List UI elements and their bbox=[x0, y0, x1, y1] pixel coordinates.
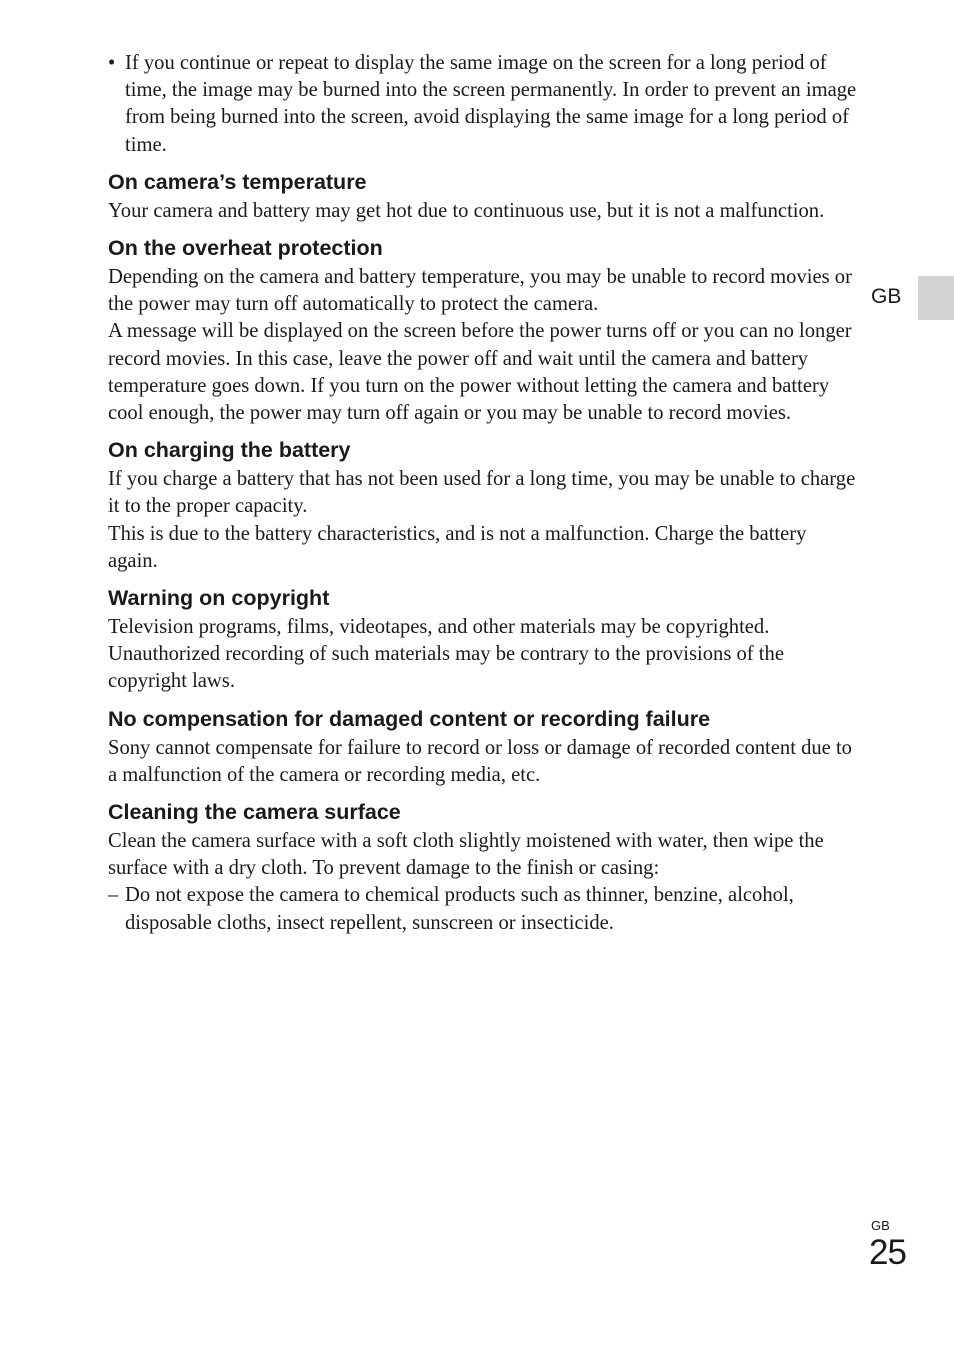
side-tab bbox=[918, 276, 954, 320]
footer-region-code: GB bbox=[871, 1218, 890, 1233]
heading-overheat: On the overheat protection bbox=[108, 236, 383, 261]
temperature-paragraph: Your camera and battery may get hot due to continuous use, but it is not a malfunction. bbox=[108, 199, 825, 222]
dash-mark: – bbox=[108, 884, 119, 907]
section-temperature bbox=[108, 169, 860, 225]
cleaning-paragraph: Clean the camera surface with a soft cloth slightly moistened with water, then wipe the surface with a dry cloth. To prevent damage to the finish or casing: bbox=[108, 830, 824, 880]
page-content bbox=[108, 50, 860, 937]
overheat-paragraph-2: A message will be displayed on the screen before the power turns off or you can no longer record movies. In this case, leave the power off and wait until the camera and battery temperature goes down. If you turn on the power without letting the camera and battery cool enough, the power may turn off again or you may be unable to record movies. bbox=[108, 320, 852, 425]
heading-copyright: Warning on copyright bbox=[108, 586, 330, 611]
copyright-paragraph: Television programs, films, videotapes, and other materials may be copyrighted. Unauthorized recording of such materials may be contrary to the provisions of the copyright laws. bbox=[108, 616, 784, 693]
section-cleaning bbox=[108, 799, 860, 937]
heading-charging: On charging the battery bbox=[108, 438, 351, 463]
heading-compensation: No compensation for damaged content or recording failure bbox=[108, 706, 711, 731]
bullet-mark: • bbox=[108, 52, 116, 74]
section-compensation bbox=[108, 706, 860, 789]
cleaning-dash-text: Do not expose the camera to chemical products such as thinner, benzine, alcohol, disposable cloths, insect repellent, sunscreen or insecticide. bbox=[125, 884, 794, 934]
overheat-paragraph-1: Depending on the camera and battery temperature, you may be unable to record movies or the power may turn off automatically to protect the camera. bbox=[108, 266, 852, 316]
page-number: 25 bbox=[869, 1233, 906, 1272]
intro-bullet-text: If you continue or repeat to display the same image on the screen for a long period of time, the image may be burned into the screen permanently. In order to prevent an image from being burned into the screen, avoid displaying the same image for a long period of time. bbox=[125, 52, 857, 156]
charging-paragraph-2: This is due to the battery characteristics, and is not a malfunction. Charge the battery again. bbox=[108, 522, 807, 572]
cleaning-dash-item bbox=[108, 882, 860, 936]
section-charging bbox=[108, 437, 860, 575]
intro-bullet bbox=[108, 50, 860, 159]
side-tab-label: GB bbox=[871, 285, 902, 308]
section-overheat bbox=[108, 235, 860, 427]
compensation-paragraph: Sony cannot compensate for failure to record or loss or damage of recorded content due to a malfunction of the camera or recording media, etc. bbox=[108, 736, 852, 786]
section-copyright bbox=[108, 585, 860, 696]
heading-cleaning: Cleaning the camera surface bbox=[108, 800, 401, 825]
heading-temperature: On camera’s temperature bbox=[108, 169, 367, 194]
charging-paragraph-1: If you charge a battery that has not been used for a long time, you may be unable to charge it to the proper capacity. bbox=[108, 468, 856, 518]
